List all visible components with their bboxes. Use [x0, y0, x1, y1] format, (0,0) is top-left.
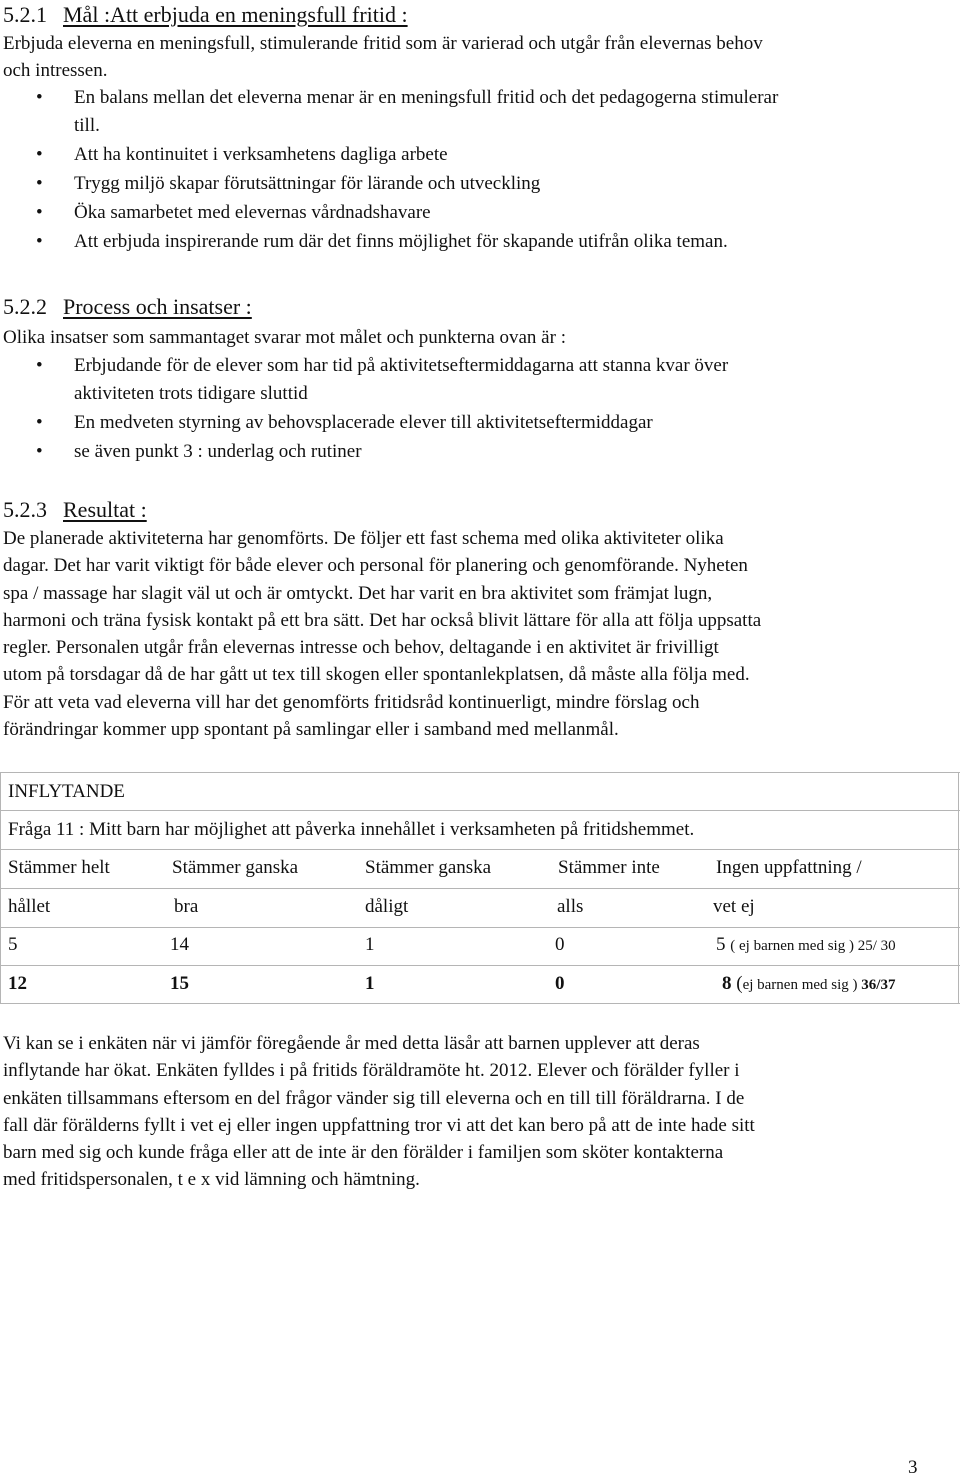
section-523-paragraph [3, 525, 761, 743]
paragraph-line: med fritidspersonalen, t e x vid lämning och hämtning. [3, 1169, 420, 1191]
list-item-line: • Erbjudande för de elever som har tid på aktivitetseftermiddagarna att stanna kvar över [74, 355, 729, 376]
list-item [0, 198, 778, 227]
list-item-line: • Att erbjuda inspirerande rum där det finns möjlighet för skapande utifrån olika teman. [74, 231, 728, 252]
section-521-intro-line-2: och intressen. [3, 60, 108, 81]
table-cell: 0 [555, 934, 565, 955]
table-cell: 5 [8, 934, 18, 955]
table-cell: 15 [170, 973, 189, 994]
table-cell-paren: ( [736, 973, 743, 994]
table-cell-number: 5 [716, 934, 726, 955]
inflytande-table [0, 772, 960, 1004]
table-cell-number: 8 [722, 973, 732, 994]
section-title: Resultat : [63, 497, 147, 522]
list-item-line: till. [74, 115, 100, 136]
question-text: Fråga 11 : Mitt barn har möjlighet att påverka innehållet i verksamheten på fritidshemmet. [8, 819, 695, 840]
table-rule [0, 927, 960, 928]
page-number: 3 [908, 1457, 918, 1478]
table-cell: 12 [8, 973, 27, 994]
section-number: 5.2.3 [3, 497, 47, 522]
paragraph-line: spa / massage har slagit väl ut och är omtyckt. Det har varit en bra aktivitet som främjat lugn, [3, 582, 713, 604]
paragraph-line: inflytande har ökat. Enkäten fylldes i på fritids föräldramöte ht. 2012. Elever och förälder fyller i [3, 1060, 740, 1082]
list-item-line: • Öka samarbetet med elevernas vårdnadshavare [74, 202, 431, 223]
paragraph-line: För att veta vad eleverna vill har det genomförts fritidsråd kontinuerligt, mindre förslag och [3, 691, 700, 713]
paragraph-line: regler. Personalen utgår från elevernas intresse och behov, deltagande i en aktivitet är frivilligt [3, 637, 719, 659]
table-cell [716, 933, 896, 958]
list-item [0, 408, 728, 437]
list-item-line: • se även punkt 3 : underlag och rutiner [74, 441, 362, 462]
section-number: 5.2.1 [3, 2, 47, 27]
paragraph-line: enkäten tillsammans eftersom en del frågor vänder sig till eleverna och en till till föräldrarna. I de [3, 1087, 745, 1109]
table-header-cell: Stämmer helt [8, 857, 110, 878]
list-item-line: • Trygg miljö skapar förutsättningar för lärande och utveckling [74, 173, 541, 194]
table-cell-note: ej barnen med sig ) [742, 977, 862, 993]
list-item [0, 169, 778, 198]
section-title: Process och insatser : [63, 294, 252, 319]
paragraph-line: dagar. Det har varit viktigt för både elever och personal för planering och genomförande. Nyheten [3, 555, 748, 577]
section-521-heading [3, 2, 408, 28]
table-header-cell: Ingen uppfattning / [716, 857, 862, 878]
table-cell: 1 [365, 934, 375, 955]
list-item-line: • En balans mellan det eleverna menar är en meningsfull fritid och det pedagogerna stimulerar [74, 87, 779, 108]
section-522-bullet-list [0, 352, 728, 466]
table-cell: 0 [555, 973, 565, 994]
closing-paragraph [3, 1030, 755, 1194]
table-rule [0, 810, 960, 811]
table-header-cell: dåligt [365, 896, 409, 917]
paragraph-line: fall där förälderns fyllt i vet ej eller ingen uppfattning tror vi att det kan bero på att de inte hade sitt [3, 1114, 755, 1136]
table-cell-ratio: 36/37 [861, 977, 896, 993]
section-522-intro: Olika insatser som sammantaget svarar mot målet och punkterna ovan är : [3, 327, 566, 348]
table-header-cell: Stämmer ganska [365, 857, 492, 878]
table-rule [958, 772, 959, 1004]
table-cell: 14 [170, 934, 189, 955]
paragraph-line: förändringar kommer upp spontant på samlingar eller i samband med mellanmål. [3, 719, 619, 741]
inflytande-heading: INFLYTANDE [8, 781, 125, 802]
table-rule [0, 772, 960, 773]
paragraph-line: Vi kan se i enkäten när vi jämför föregående år med detta läsår att barnen upplever att deras [3, 1033, 700, 1054]
table-rule [0, 888, 960, 889]
table-cell [722, 972, 895, 997]
paragraph-line: barn med sig och kunde fråga eller att de inte är den förälder i familjen som sköter kontakterna [3, 1142, 724, 1164]
table-rule [0, 772, 1, 1004]
section-523-heading [3, 497, 147, 523]
table-rule [0, 1003, 960, 1004]
paragraph-line: utom på torsdagar då de har gått ut tex till skogen eller spontanlekplatsen, då måste alla följa med. [3, 664, 750, 686]
list-item [0, 84, 778, 140]
table-rule [0, 849, 960, 850]
section-521-bullet-list [0, 84, 778, 256]
table-header-cell: bra [174, 896, 199, 917]
paragraph-line: harmoni och träna fysisk kontakt på ett bra sätt. Det har också blivit lättare för alla att följa uppsatta [3, 609, 762, 631]
list-item [0, 437, 728, 466]
section-522-heading [3, 294, 252, 320]
list-item-line: aktiviteten trots tidigare sluttid [74, 383, 308, 404]
paragraph-line: De planerade aktiviteterna har genomförts. De följer ett fast schema med olika aktiviteter olika [3, 528, 724, 549]
table-rule [0, 965, 960, 966]
table-cell-note: ( ej barnen med sig ) 25/ 30 [730, 938, 896, 954]
table-cell: 1 [365, 973, 375, 994]
section-521-intro-line-1: Erbjuda eleverna en meningsfull, stimulerande fritid som är varierad och utgår från elevernas behov [3, 33, 763, 54]
list-item-line: • Att ha kontinuitet i verksamhetens dagliga arbete [74, 144, 448, 165]
list-item [0, 227, 778, 256]
list-item [0, 352, 728, 408]
table-header-cell: vet ej [713, 896, 755, 917]
list-item [0, 140, 778, 169]
table-header-cell: Stämmer inte [558, 857, 660, 878]
section-number: 5.2.2 [3, 294, 47, 319]
list-item-line: • En medveten styrning av behovsplacerade elever till aktivitetseftermiddagar [74, 412, 653, 433]
section-title: Mål :Att erbjuda en meningsfull fritid : [63, 2, 408, 27]
table-header-cell: Stämmer ganska [172, 857, 299, 878]
table-header-cell: hållet [8, 896, 51, 917]
table-header-cell: alls [557, 896, 584, 917]
